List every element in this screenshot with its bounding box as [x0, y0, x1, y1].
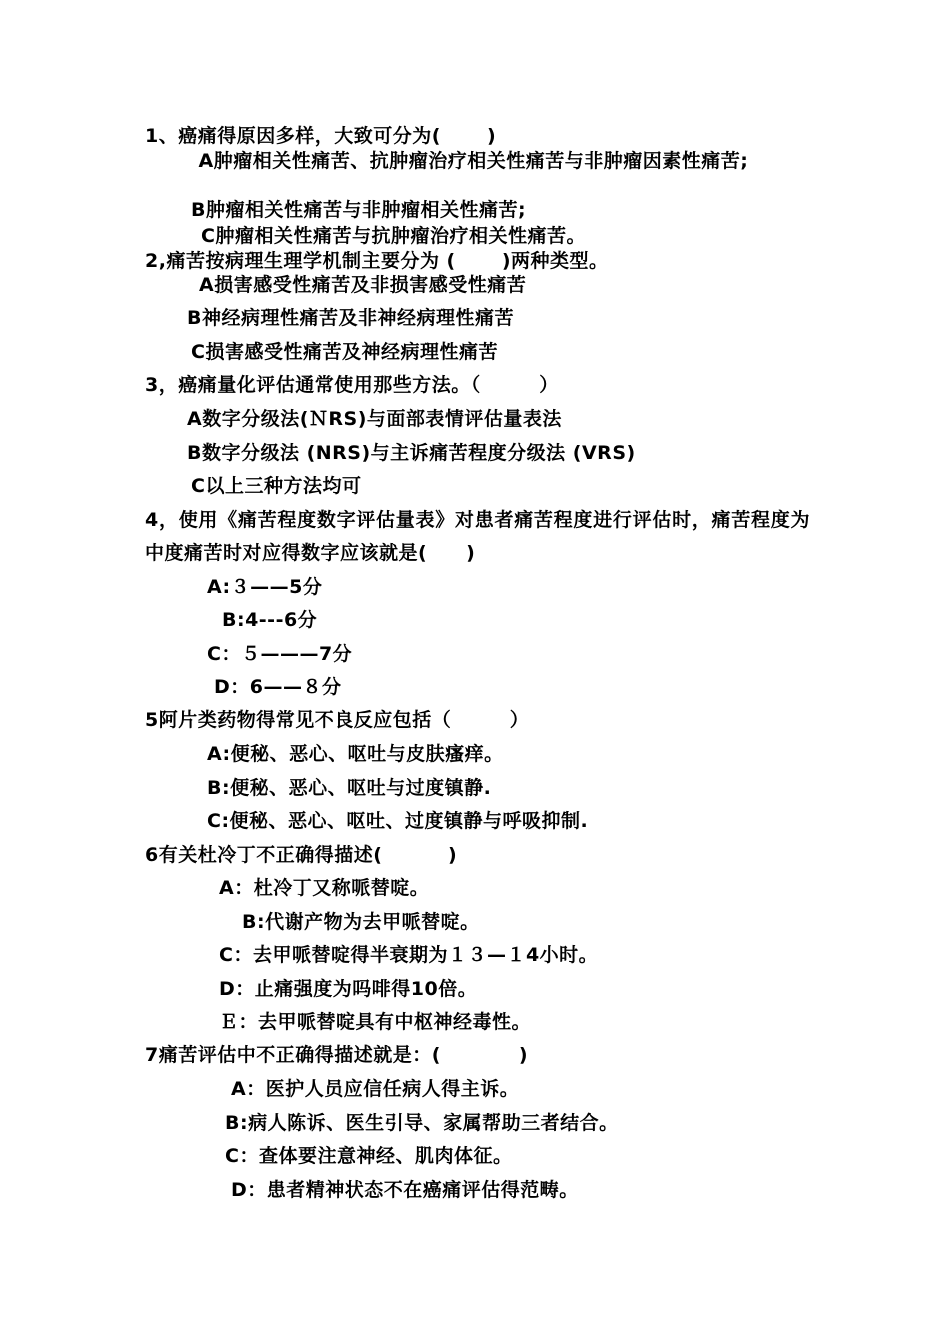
question-6-option-d: D：止痛强度为吗啡得10倍。 — [219, 978, 478, 1000]
question-4-stem: 4，使用《痛苦程度数字评估量表》对患者痛苦程度进行评估时，痛苦程度为中度痛苦时对应得数字应该就是( ) — [145, 509, 810, 564]
question-6-option-a: A：杜冷丁又称哌替啶。 — [219, 877, 430, 899]
question-3-option-b: B数字分级法 (NRS)与主诉痛苦程度分级法 (VRS) — [187, 442, 636, 464]
question-5-option-a: A:便秘、恶心、呕吐与皮肤瘙痒。 — [207, 743, 504, 765]
question-4-option-d: D：6——８分 — [214, 676, 342, 698]
question-5-stem: 5阿片类药物得常见不良反应包括（ ） — [145, 709, 530, 731]
question-3-stem: 3，癌痛量化评估通常使用那些方法。（ ） — [145, 374, 559, 396]
question-6-option-b: B:代谢产物为去甲哌替啶。 — [242, 911, 480, 933]
question-2-stem: 2,痛苦按病理生理学机制主要分为 ( )两种类型。 — [145, 250, 609, 272]
question-1-option-b: Β肿瘤相关性痛苦与非肿瘤相关性痛苦; — [191, 199, 527, 221]
question-6-option-c: C：去甲哌替啶得半衰期为１３—１4小时。 — [219, 944, 599, 966]
question-7-option-a: A：医护人员应信任病人得主诉。 — [231, 1078, 520, 1100]
question-6-stem: 6有关杜冷丁不正确得描述( ) — [145, 844, 458, 866]
question-7-option-d: D：患者精神状态不在癌痛评估得范畴。 — [231, 1179, 579, 1201]
question-7-stem: 7痛苦评估中不正确得描述就是：( ) — [145, 1044, 529, 1066]
question-2-option-a: A损害感受性痛苦及非损害感受性痛苦 — [199, 274, 527, 296]
question-5-option-c: C:便秘、恶心、呕吐、过度镇静与呼吸抑制. — [207, 810, 589, 832]
question-3-option-a: A数字分级法(ＮRS)与面部表情评估量表法 — [187, 408, 562, 430]
question-3-option-c: C以上三种方法均可 — [191, 475, 362, 497]
question-6-option-e: Ｅ：去甲哌替啶具有中枢神经毒性。 — [219, 1011, 532, 1033]
question-7-option-c: C：查体要注意神经、肌肉体征。 — [225, 1145, 513, 1167]
question-4-option-b: Β:4---6分 — [222, 609, 318, 631]
question-2-option-c: C损害感受性痛苦及神经病理性痛苦 — [191, 341, 498, 363]
question-4-option-a: A:３——5分 — [207, 576, 323, 598]
question-2-option-b: B神经病理性痛苦及非神经病理性痛苦 — [187, 307, 514, 329]
question-4-option-c: C：５———7分 — [207, 643, 353, 665]
question-5-option-b: B:便秘、恶心、呕吐与过度镇静. — [207, 777, 492, 799]
question-1-option-c: C肿瘤相关性痛苦与抗肿瘤治疗相关性痛苦。 — [201, 225, 586, 247]
question-7-option-b: Β:病人陈诉、医生引导、家属帮助三者结合。 — [225, 1112, 619, 1134]
question-1-stem: 1、癌痛得原因多样，大致可分为( ) — [145, 125, 497, 147]
question-1-option-a: A肿瘤相关性痛苦、抗肿瘤治疗相关性痛苦与非肿瘤因素性痛苦; — [179, 150, 749, 172]
